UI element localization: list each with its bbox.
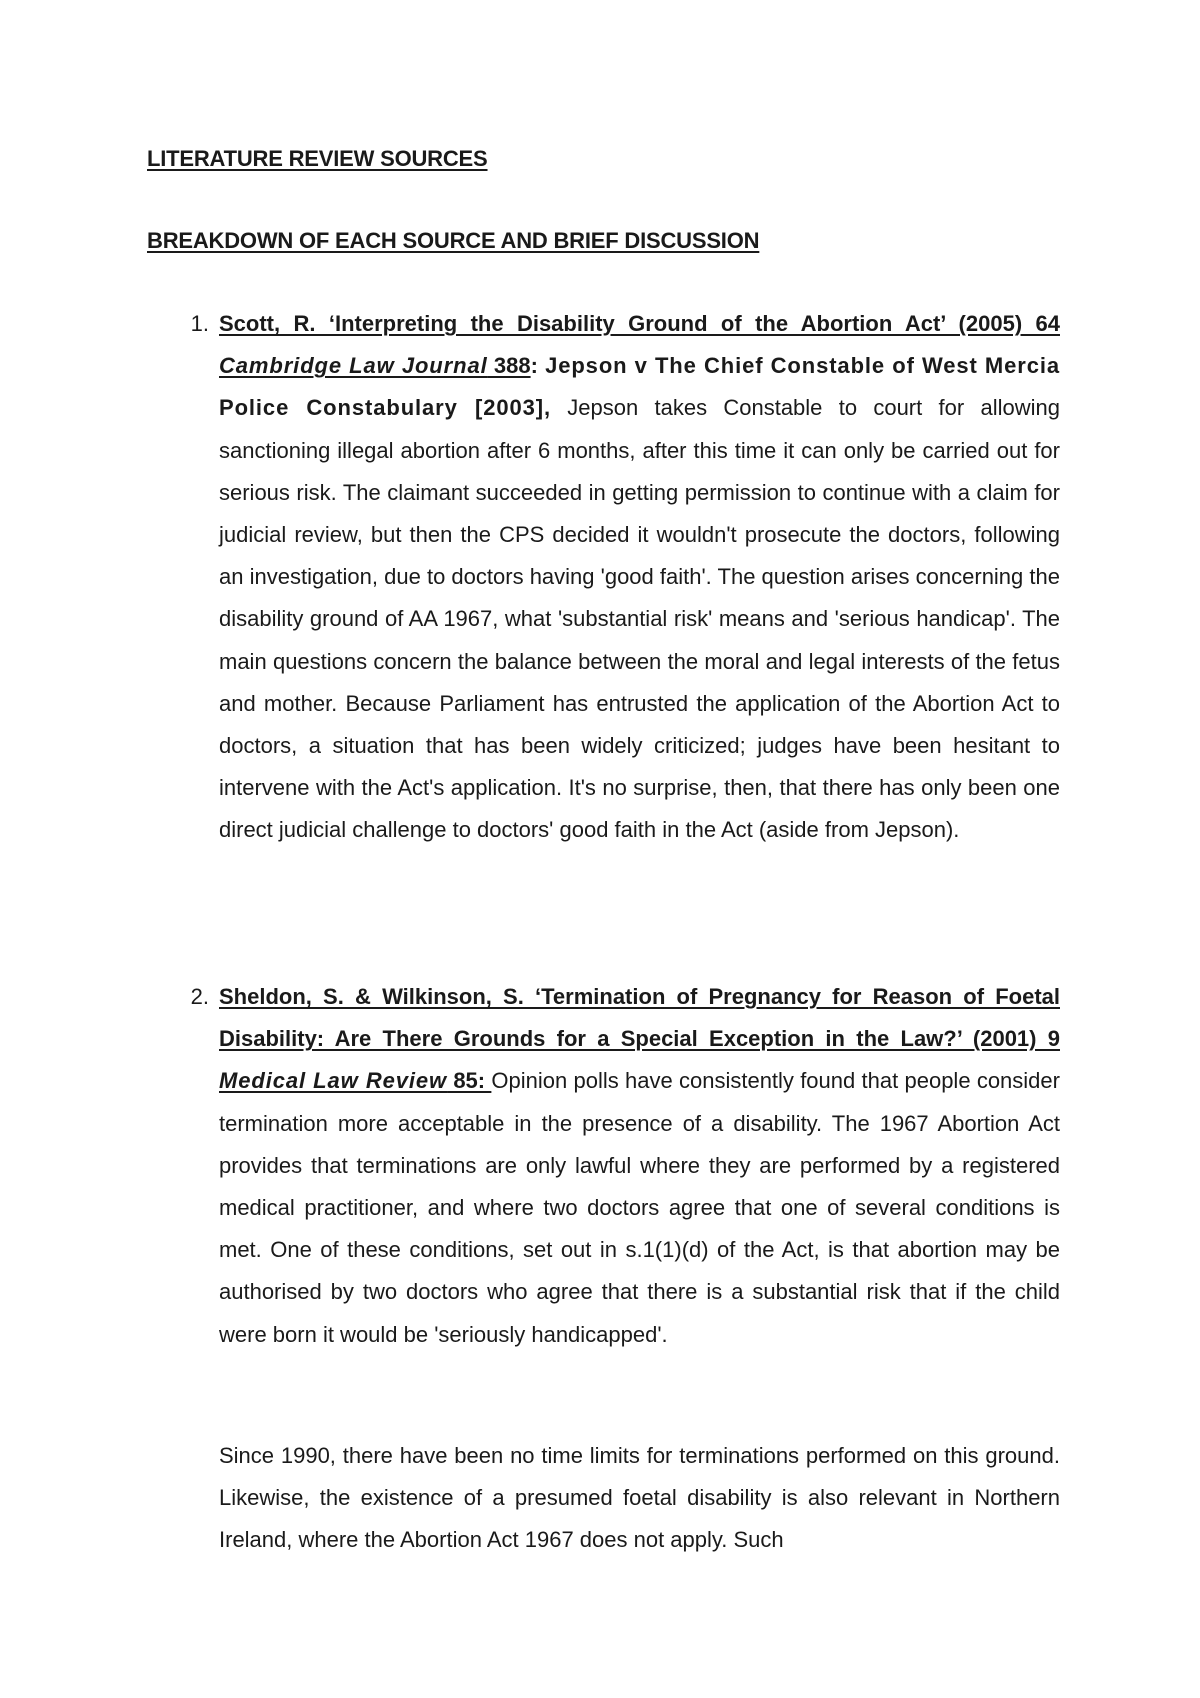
citation-page: 85: bbox=[447, 1068, 492, 1094]
journal-name: Cambridge Law Journal bbox=[219, 353, 488, 379]
continuation-paragraph: Since 1990, there have been no time limits for terminations performed on this ground. Likewise, the existence of a presumed foetal disability is also relevant in Northern Ireland, where the Abortion Act 1967 does not apply. Such bbox=[219, 1443, 1060, 1553]
section-heading: BREAKDOWN OF EACH SOURCE AND BRIEF DISCUSSION bbox=[147, 228, 760, 253]
entry-number: 2. bbox=[190, 984, 209, 1009]
citation-page: 388 bbox=[487, 353, 531, 379]
source-entry-2 bbox=[190, 976, 1060, 1356]
entry-number: 1. bbox=[190, 311, 209, 336]
citation-title: Scott, R. ‘Interpreting the Disability Ground of the Abortion Act’ (2005) 64 bbox=[219, 311, 1060, 336]
source-entry-1 bbox=[190, 303, 1060, 852]
citation-colon: : bbox=[530, 353, 538, 379]
entry-body: Opinion polls have consistently found that people consider termination more acceptable in the presence of a disability. The 1967 Abortion Act provides that terminations are only lawful where they are performed by a registered medical practitioner, and where two doctors agree that one of several conditions is met. One of these conditions, set out in s.1(1)(d) of the Act, is that abortion may be authorised by two doctors who agree that there is a substantial risk that if the child were born it would be 'seriously handicapped'. bbox=[219, 1068, 1060, 1347]
page-title: LITERATURE REVIEW SOURCES bbox=[147, 146, 488, 171]
case-name: Jepson v The Chief Constable of West Mercia Police Constabulary [2003], bbox=[219, 353, 1060, 421]
journal-name: Medical Law Review bbox=[219, 1068, 448, 1094]
citation-title: Sheldon, S. & Wilkinson, S. ‘Termination of Pregnancy for Reason of Foetal Disability: Are There Grounds for a Special Exception in the Law?’ (2001) 9 bbox=[219, 984, 1060, 1052]
entry-body: Jepson takes Constable to court for allowing sanctioning illegal abortion after 6 months, after this time it can only be carried out for serious risk. The claimant succeeded in getting permission to continue with a claim for judicial review, but then the CPS decided it wouldn't prosecute the doctors, following an investigation, due to doctors having 'good faith'. The question arises concerning the disability ground of AA 1967, what 'substantial risk' means and 'serious handicap'. The main questions concern the balance between the moral and legal interests of the fetus and mother. Because Parliament has entrusted the application of the Abortion Act to doctors, a situation that has been widely criticized; judges have been hesitant to intervene with the Act's application. It's no surprise, then, that there has only been one direct judicial challenge to doctors' good faith in the Act (aside from Jepson). bbox=[219, 395, 1060, 843]
